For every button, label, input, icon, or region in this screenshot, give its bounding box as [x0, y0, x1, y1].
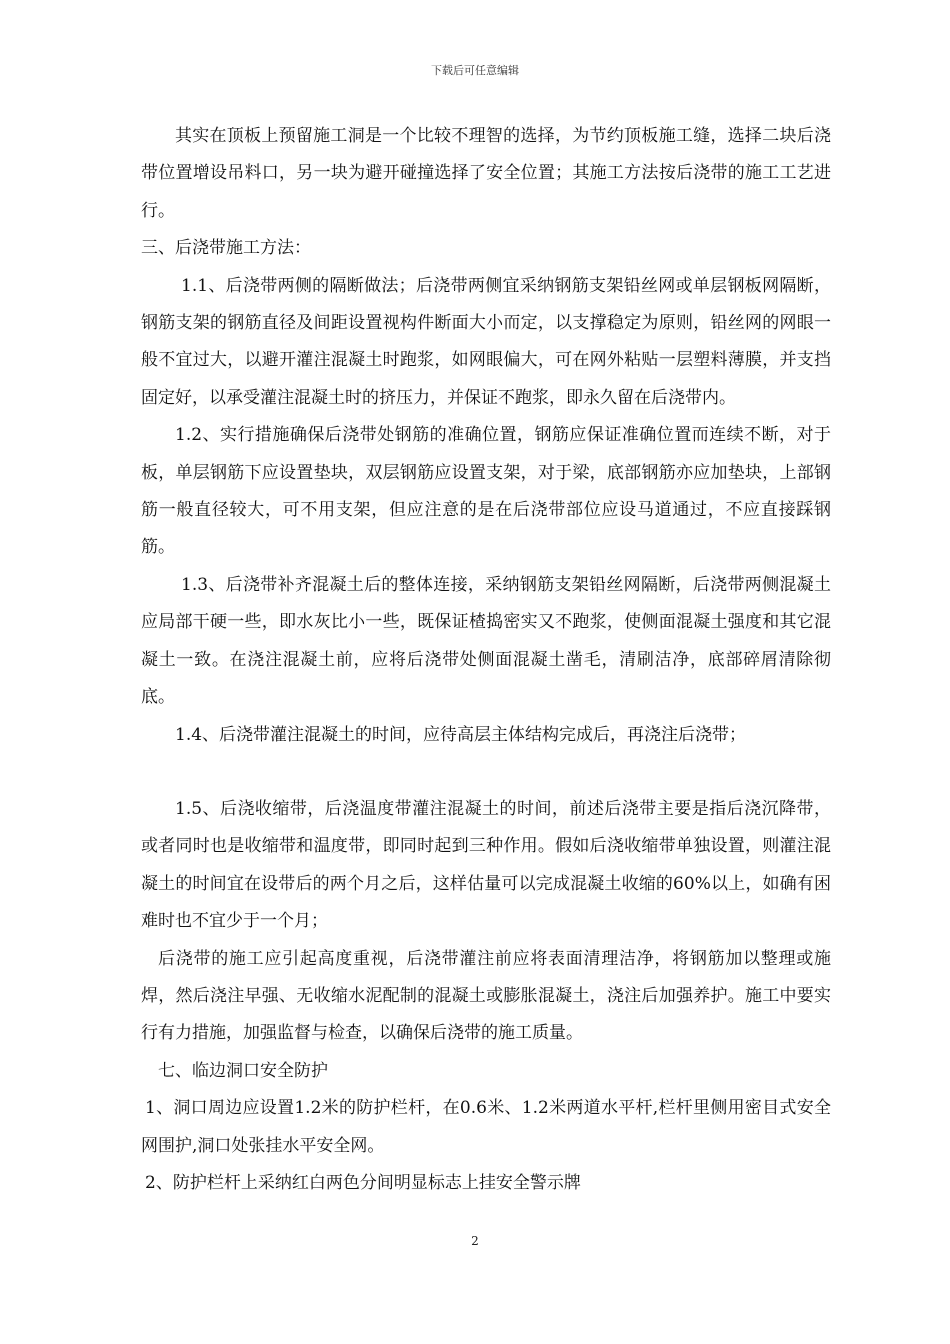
page-number: 2 [471, 1234, 479, 1248]
blank-line [141, 754, 831, 791]
paragraph-1-4: 1.4、后浇带灌注混凝土的时间，应待高层主体结构完成后，再浇注后浇带； [175, 724, 747, 745]
page-header: 下载后可任意编辑 [431, 64, 519, 77]
paragraph-1-1: 1.1、后浇带两侧的隔断做法；后浇带两侧宜采纳钢筋支架铅丝网或单层钢板网隔断，钢筋支架的钢筋直径及间距设置视构件断面大小而定，以支撑稳定为原则，铅丝网的网眼一般不宜过大，以避开灌注混凝土时跑浆，如网眼偏大，可在网外粘贴一层塑料薄膜，并支挡固定好，以承受灌注混凝土时的挤压力，并保证不跑浆，即永久留在后浇带内。 [141, 275, 831, 408]
section-heading-7: 七、临边洞口安全防护 [158, 1060, 328, 1081]
paragraph-1-2: 1.2、实行措施确保后浇带处钢筋的准确位置，钢筋应保证准确位置而连续不断，对于板，单层钢筋下应设置垫块，双层钢筋应设置支架，对于梁，底部钢筋亦应加垫块，上部钢筋一般直径较大，可不用支架，但应注意的是在后浇带部位应设马道通过，不应直接踩钢筋。 [141, 425, 831, 558]
paragraph-intro: 其实在顶板上预留施工洞是一个比较不理智的选择，为节约顶板施工缝，选择二块后浇带位置增设吊料口，另一块为避开碰撞选择了安全位置；其施工方法按后浇带的施工工艺进行。 [141, 126, 831, 221]
paragraph-summary: 后浇带的施工应引起高度重视，后浇带灌注前应将表面清理洁净，将钢筋加以整理或施焊，然后浇注早强、无收缩水泥配制的混凝土或膨胀混凝土，浇注后加强养护。施工中要实行有力措施，加强监督与检查，以确保后浇带的施工质量。 [141, 948, 831, 1044]
list-item-1: 1、洞口周边应设置1.2米的防护栏杆，在0.6米、1.2米两道水平杆,栏杆里侧用密目式安全网围护,洞口处张挂水平安全网。 [141, 1098, 831, 1156]
section-heading-3: 三、后浇带施工方法： [141, 238, 311, 259]
paragraph-1-3: 1.3、后浇带补齐混凝土后的整体连接，采纳钢筋支架铅丝网隔断，后浇带两侧混凝土应局部干硬一些，即水灰比小一些，既保证楂捣密实又不跑浆，使侧面混凝土强度和其它混凝土一致。在浇注混凝土前，应将后浇带处侧面混凝土凿毛，清刷洁净，底部碎屑清除彻底。 [141, 574, 831, 708]
paragraph-1-5: 1.5、后浇收缩带，后浇温度带灌注混凝土的时间，前述后浇带主要是指后浇沉降带，或者同时也是收缩带和温度带，即同时起到三种作用。假如后浇收缩带单独设置，则灌注混凝土的时间宜在设带后的两个月之后，这样估量可以完成混凝土收缩的60%以上，如确有困难时也不宜少于一个月； [141, 798, 831, 932]
list-item-2: 2、防护栏杆上采纳红白两色分间明显标志上挂安全警示牌 [145, 1172, 581, 1193]
document-body [141, 118, 831, 1202]
